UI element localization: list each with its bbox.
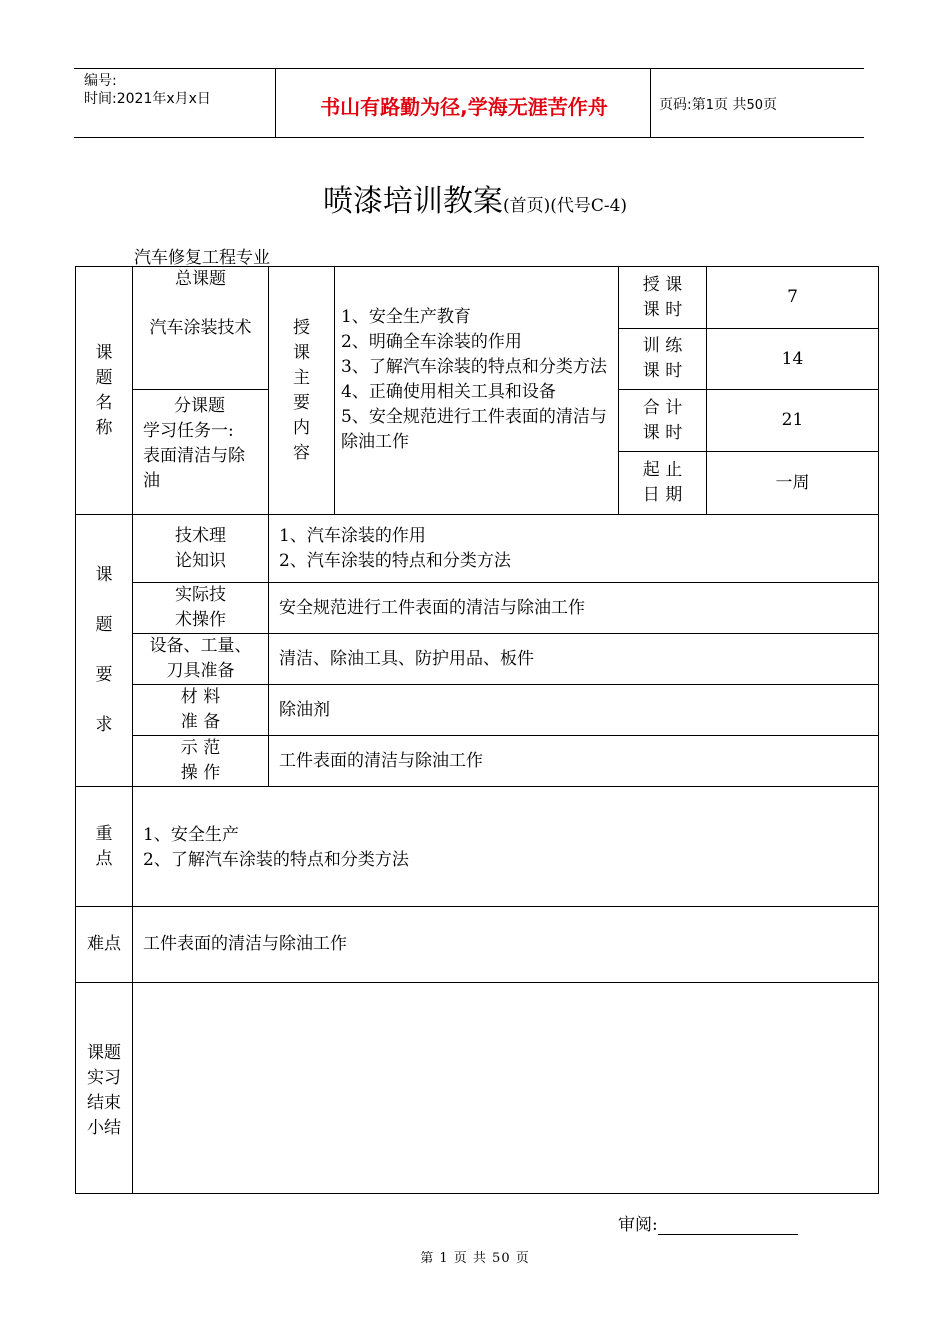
requirements-label-char: 求	[95, 715, 113, 735]
req-label-line: 示 范	[180, 738, 221, 758]
title-sub: (首页)(代号C-4)	[502, 196, 628, 216]
hours-label-line: 训 练	[642, 336, 683, 356]
req-label-line: 准 备	[180, 712, 221, 732]
hours-value-teaching: 7	[707, 267, 879, 329]
content-item: 1、安全生产教育	[341, 307, 471, 327]
summary-label-line: 结束	[87, 1093, 121, 1113]
req-label-line: 操 作	[180, 763, 221, 783]
sub-topic-line: 油	[143, 471, 160, 491]
req-value-line: 1、汽车涂装的作用	[279, 525, 426, 546]
sub-topic-cell	[133, 390, 269, 515]
summary-label-line: 实习	[87, 1068, 121, 1088]
review-signature-line	[658, 1216, 798, 1235]
req-label-practice	[133, 583, 269, 634]
req-value-demo: 工件表面的清洁与除油工作	[269, 736, 879, 787]
requirements-label-char: 课	[95, 565, 113, 585]
req-value-materials: 除油剂	[269, 685, 879, 736]
page-footer: 第 1 页 共 50 页	[420, 1251, 530, 1266]
content-label	[269, 267, 335, 515]
req-label-line: 术操作	[175, 610, 226, 630]
summary-value	[133, 983, 879, 1194]
requirements-label-char: 要	[95, 665, 113, 685]
hours-value-total: 21	[707, 390, 879, 452]
req-value-equipment: 清洁、除油工具、防护用品、板件	[269, 634, 879, 685]
hours-label-line: 课 时	[642, 422, 683, 443]
hours-label-teaching	[619, 267, 707, 329]
summary-label-line: 小结	[87, 1118, 121, 1138]
sub-topic-line: 表面清洁与除	[143, 446, 245, 466]
date-range-value: 一周	[707, 452, 879, 515]
summary-label	[76, 983, 133, 1194]
review-field	[618, 1210, 798, 1235]
page-prefix: 页码:第	[659, 97, 706, 113]
requirements-label-char: 题	[95, 615, 113, 635]
topic-name-label	[76, 267, 133, 515]
total-topic-cell	[133, 267, 269, 390]
req-label-line: 刀具准备	[166, 661, 235, 681]
key-points-label-char: 点	[95, 848, 113, 869]
content-label-char: 容	[293, 442, 310, 463]
page-number: 1	[705, 98, 714, 113]
header-divider-left	[275, 69, 276, 137]
content-item: 2、明确全车涂装的作用	[341, 332, 522, 352]
key-points-label	[76, 787, 133, 907]
topic-label-char: 称	[95, 417, 113, 438]
content-label-char: 要	[293, 392, 310, 413]
hours-value-training: 14	[707, 329, 879, 390]
topic-label-char: 题	[95, 367, 113, 388]
content-label-char: 内	[293, 417, 310, 438]
req-value-practice: 安全规范进行工件表面的清洁与除油工作	[269, 583, 879, 634]
page-header	[74, 68, 864, 138]
topic-label-char: 名	[95, 392, 113, 413]
hours-label-line: 起 止	[642, 460, 683, 480]
title-main: 喷漆培训教案	[322, 184, 503, 219]
content-item: 5、安全规范进行工件表面的清洁与除油工作	[341, 407, 607, 452]
total-topic-value: 汽车涂装技术	[149, 318, 252, 338]
hours-label-line: 日 期	[642, 485, 683, 505]
page-total: 50	[746, 98, 763, 113]
key-point-item: 1、安全生产	[143, 825, 239, 845]
req-label-demo	[133, 736, 269, 787]
req-label-theory	[133, 515, 269, 583]
req-label-line: 材 料	[180, 687, 221, 707]
key-points-label-char: 重	[95, 823, 113, 844]
req-label-equipment	[133, 634, 269, 685]
header-divider-right	[650, 69, 651, 137]
major-label: 汽车修复工程专业	[134, 248, 270, 268]
hours-label-line: 授 课	[642, 274, 683, 295]
req-label-line: 实际技	[175, 585, 226, 605]
summary-label-line: 课题	[87, 1043, 121, 1063]
sub-topic-label: 分课题	[174, 396, 225, 416]
hours-label-line: 课 时	[642, 299, 683, 320]
difficulty-value: 工件表面的清洁与除油工作	[133, 907, 879, 983]
difficulty-label: 难点	[76, 907, 133, 983]
hours-label-line: 合 计	[642, 397, 683, 418]
key-point-item: 2、了解汽车涂装的特点和分类方法	[143, 850, 409, 870]
content-label-char: 课	[293, 342, 310, 363]
lesson-plan-table	[75, 266, 879, 1194]
content-item: 4、正确使用相关工具和设备	[341, 382, 556, 402]
time-label: 时间:2021年x月x日	[84, 91, 211, 107]
req-label-line: 技术理	[175, 525, 226, 546]
hours-label-training	[619, 329, 707, 390]
content-items	[335, 267, 619, 515]
document-title	[0, 176, 950, 220]
page-mid: 页 共	[714, 97, 747, 113]
req-label-materials	[133, 685, 269, 736]
header-page-info	[659, 94, 777, 114]
header-motto: 书山有路勤为径,学海无涯苦作舟	[320, 95, 608, 119]
content-label-char: 授	[293, 317, 310, 338]
date-range-label	[619, 452, 707, 515]
hours-label-total	[619, 390, 707, 452]
total-topic-label: 总课题	[175, 269, 226, 289]
review-label: 审阅:	[618, 1215, 658, 1235]
content-label-char: 主	[293, 367, 310, 388]
hours-label-line: 课 时	[642, 361, 683, 381]
content-item: 3、了解汽车涂装的特点和分类方法	[341, 357, 607, 377]
page-suffix: 页	[763, 97, 777, 113]
number-label: 编号:	[84, 73, 117, 89]
sub-topic-line: 学习任务一:	[143, 421, 234, 441]
topic-label-char: 课	[95, 342, 113, 363]
header-meta	[84, 72, 211, 108]
req-value-line: 2、汽车涂装的特点和分类方法	[279, 550, 511, 571]
key-points-content	[133, 787, 879, 907]
req-label-line: 论知识	[175, 550, 226, 571]
req-value-theory	[269, 515, 879, 583]
req-label-line: 设备、工量、	[149, 636, 252, 656]
requirements-label	[76, 515, 133, 787]
